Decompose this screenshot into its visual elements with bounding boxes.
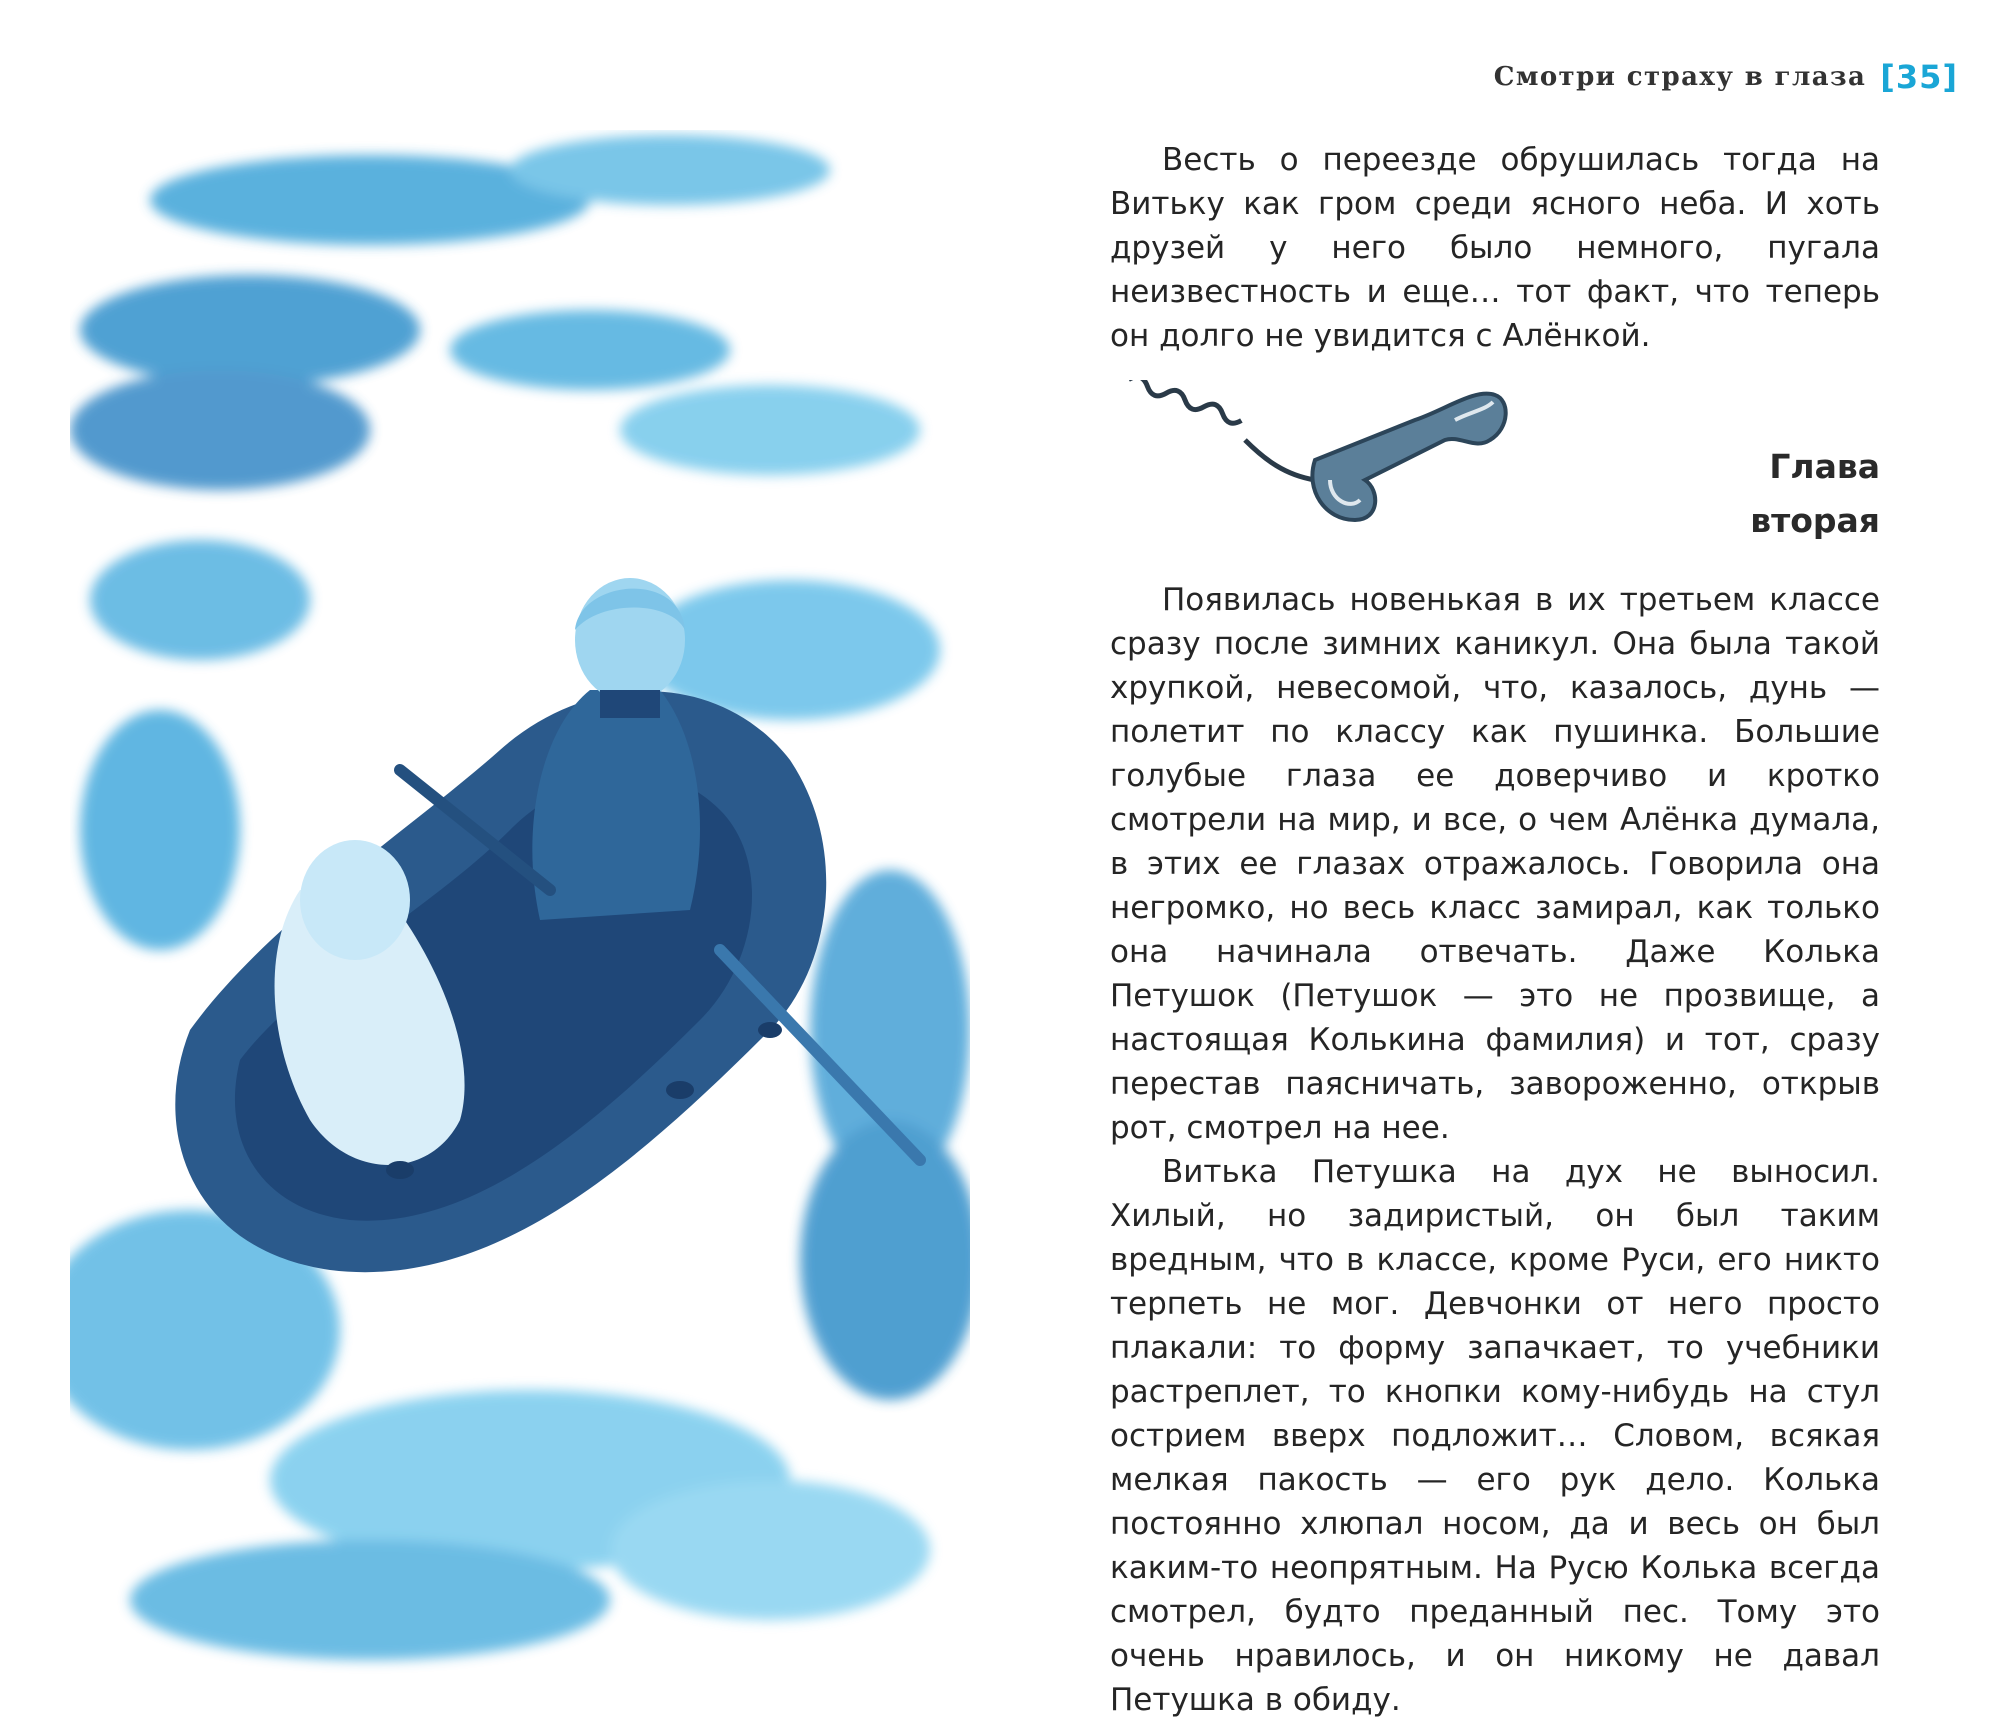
running-title: Смотри страху в глаза bbox=[1493, 62, 1867, 92]
page-number: [35] bbox=[1880, 58, 1958, 96]
body-text bbox=[1110, 578, 1880, 1722]
chapter-heading bbox=[1750, 440, 1880, 548]
running-head bbox=[1494, 58, 1958, 96]
body-paragraph: Витька Петушка на дух не выносил. Хилый, но задиристый, он был таким вредным, что в классе, кроме Руси, его никто терпеть не мог. Девчонки от него просто плакали: то форму запачкает, то учебники растреплет, то кнопки кому-нибудь на стул острием вверх подложит… Словом, всякая мелкая пакость — его рук дело. Колька постоянно хлюпал носом, да и весь он был каким-то неопрятным. На Русю Колька всегда смотрел, будто преданный пес. Тому это очень нравилось, и он никому не давал Петушка в обиду. bbox=[1110, 1154, 1880, 1718]
body-paragraph: Появилась новенькая в их третьем классе сразу после зимних каникул. Она была такой хрупкой, невесомой, что, казалось, дунь — полетит по классу как пушинка. Большие голубые глаза ее доверчиво и кротко смотрели на мир, и все, о чем Алёнка думала, в этих ее глазах отражалось. Говорила она негромко, но весь класс замирал, как только она начинала отвечать. Даже Колька Петушок (Петушок — это не прозвище, а настоящая Колькина фамилия) и тот, сразу перестав паясничать, завороженно, открыв рот, смотрел на нее. bbox=[1110, 582, 1880, 1146]
telephone-handset-icon bbox=[1115, 380, 1535, 545]
chapter-heading-line1: Глава bbox=[1769, 447, 1880, 486]
boy-and-girl-in-inflatable-boat-illustration bbox=[70, 130, 970, 1690]
intro-text bbox=[1110, 138, 1880, 358]
chapter-heading-line2: вторая bbox=[1750, 501, 1880, 540]
intro-paragraph: Весть о переезде обрушилась тогда на Витьку как гром среди ясного неба. И хоть друзей у него было немного, пугала неизвестность и еще… тот факт, что теперь он долго не увидится с Алёнкой. bbox=[1110, 142, 1880, 354]
